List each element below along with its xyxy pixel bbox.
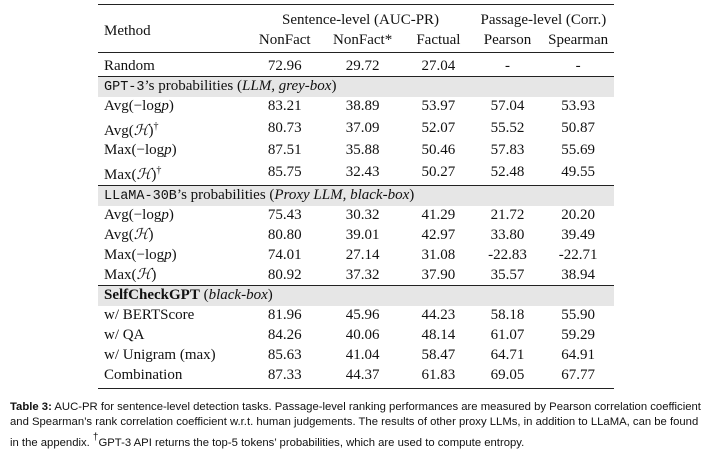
- group-header-row: [98, 76, 614, 97]
- group-model-name: GPT-3: [104, 79, 145, 95]
- col-pearson: Pearson: [483, 32, 532, 49]
- group-title-setting: black-box: [208, 287, 268, 304]
- method-header: [98, 5, 248, 53]
- table-cell: -: [575, 57, 581, 74]
- table-cell: 69.05: [490, 366, 525, 383]
- table-cell: 35.57: [490, 266, 525, 283]
- table-cell: 31.08: [421, 247, 456, 263]
- method-close: ): [148, 122, 154, 139]
- table-cell: 64.71: [490, 347, 525, 363]
- group-title-setting: Proxy LLM, black-box: [274, 186, 410, 203]
- table-cell: 61.07: [490, 327, 525, 343]
- table-row: [98, 326, 614, 346]
- table-cell: 38.94: [561, 266, 595, 283]
- method-variable: p: [161, 207, 169, 223]
- group-title-close: ): [409, 186, 415, 203]
- table-cell: 59.29: [561, 327, 595, 343]
- group-title: [98, 185, 614, 206]
- table-cell: 85.63: [267, 347, 302, 363]
- method-variable: ℋ: [133, 227, 149, 243]
- method-name: w/ Unigram (max): [104, 347, 216, 363]
- table-cell: 37.09: [345, 120, 380, 136]
- table-cell: 27.14: [345, 247, 380, 263]
- row-method: [98, 206, 248, 226]
- method-close: ): [151, 266, 157, 283]
- caption-dagger: †: [92, 432, 99, 443]
- table-cell: 39.01: [345, 227, 380, 243]
- table-cell: 55.90: [561, 307, 595, 323]
- table-cell: 84.26: [267, 327, 302, 343]
- table-cell: 48.14: [421, 327, 456, 343]
- table-cell: 45.96: [345, 307, 380, 323]
- table-cell: 44.37: [345, 366, 380, 383]
- method-name: Max(: [104, 166, 137, 183]
- table-cell: 27.04: [421, 57, 456, 74]
- method-name: Max(: [104, 266, 137, 283]
- group-title: [98, 76, 614, 97]
- group-header-row: [98, 185, 614, 206]
- table-row: [98, 366, 614, 389]
- table-cell: 39.49: [561, 227, 595, 243]
- row-method: [98, 346, 248, 366]
- method-name: Max(−log: [104, 247, 165, 263]
- caption-text-1: AUC-PR for sentence-level detection tasks. Passage-level ranking performances are measured by Pearson correlation coefficient and Spearman’s rank correlation coefficient w.r.t. human judgements. The results of other proxy LLMs, in addition to LLaMA, can be found in the appendix.: [10, 401, 701, 449]
- table-row: [98, 346, 614, 366]
- table-row: [98, 141, 614, 161]
- method-name: Avg(: [104, 227, 134, 243]
- table-row-random: [98, 52, 614, 76]
- col-nonfact-star: NonFact*: [333, 32, 393, 49]
- table-cell: 52.07: [421, 120, 456, 136]
- table-cell: 57.04: [490, 98, 525, 114]
- group-model-name: LLaMA-30B: [104, 188, 177, 204]
- row-method: Random: [104, 57, 155, 74]
- sentence-level-header: [248, 5, 472, 31]
- table-cell: 64.91: [561, 347, 595, 363]
- table-cell: 83.21: [267, 98, 302, 114]
- table-cell: 38.89: [345, 98, 380, 114]
- table-caption: [10, 400, 710, 451]
- method-variable: p: [164, 247, 172, 263]
- method-name: Avg(−log: [104, 98, 162, 114]
- row-method: [98, 226, 248, 246]
- passage-level-header: [473, 5, 614, 31]
- row-method: [98, 306, 248, 326]
- table-cell: 41.04: [345, 347, 380, 363]
- table-cell: -22.71: [558, 247, 598, 263]
- method-name: Avg(−log: [104, 207, 162, 223]
- table-cell: 42.97: [421, 227, 456, 243]
- method-close: ): [151, 166, 157, 183]
- dagger-mark: †: [156, 164, 162, 176]
- row-method: [98, 246, 248, 266]
- table-row: [98, 206, 614, 226]
- table-cell: 58.47: [421, 347, 456, 363]
- table-cell: -22.83: [488, 247, 527, 263]
- table-cell: 50.46: [421, 142, 456, 158]
- method-header-label: Method: [104, 22, 151, 39]
- table-cell: 30.32: [345, 207, 380, 223]
- table-cell: 75.43: [267, 207, 302, 223]
- passage-level-label: Passage-level (Corr.): [480, 12, 607, 28]
- table-cell: 40.06: [345, 327, 380, 343]
- table-cell: 72.96: [267, 57, 302, 74]
- dagger-mark: †: [153, 120, 159, 132]
- table-row: [98, 161, 614, 186]
- table-cell: 49.55: [561, 164, 595, 180]
- table-cell: 37.32: [345, 266, 380, 283]
- table-cell: 55.69: [561, 142, 595, 158]
- results-table: [98, 4, 614, 389]
- method-variable: ℋ: [136, 166, 152, 183]
- caption-text-2: GPT-3 API returns the top-5 tokens’ probabilities, which are used to compute entropy.: [98, 437, 525, 449]
- table-row: [98, 117, 614, 141]
- row-method: [98, 97, 248, 117]
- table-cell: 87.51: [267, 142, 302, 158]
- row-method: [98, 161, 248, 186]
- group-title-setting: LLM, grey-box: [242, 77, 332, 94]
- row-method: [98, 366, 248, 389]
- table-cell: 44.23: [421, 307, 456, 323]
- method-close: ): [148, 227, 154, 243]
- group-method-name: SelfCheckGPT: [104, 287, 200, 304]
- table-cell: 55.52: [490, 120, 525, 136]
- table-cell: 32.43: [345, 164, 380, 180]
- caption-label: Table 3:: [10, 401, 52, 413]
- group-title-text: (: [199, 287, 209, 304]
- table-cell: 85.75: [267, 164, 302, 180]
- group-title-text: ’s probabilities (: [144, 77, 243, 94]
- method-name: w/ QA: [104, 327, 145, 343]
- table-cell: 80.92: [267, 266, 302, 283]
- table-cell: 29.72: [345, 57, 380, 74]
- table-cell: 58.18: [490, 307, 525, 323]
- method-close: ): [171, 247, 177, 263]
- col-factual: Factual: [416, 32, 461, 49]
- table-cell: 37.90: [421, 266, 456, 283]
- method-close: ): [171, 142, 177, 158]
- table-row: [98, 226, 614, 246]
- table-cell: 57.83: [490, 142, 525, 158]
- method-name: Avg(: [104, 122, 134, 139]
- row-method: [98, 326, 248, 346]
- row-method: [98, 141, 248, 161]
- table-cell: 41.29: [421, 207, 456, 223]
- table-row: [98, 266, 614, 286]
- method-variable: p: [164, 142, 172, 158]
- method-variable: ℋ: [136, 266, 152, 283]
- method-name: Combination: [104, 366, 183, 383]
- table-cell: 81.96: [267, 307, 302, 323]
- table-cell: 33.80: [490, 227, 525, 243]
- table-cell: 20.20: [561, 207, 595, 223]
- method-variable: ℋ: [133, 122, 149, 139]
- table-row: [98, 97, 614, 117]
- table-cell: 74.01: [267, 247, 302, 263]
- table-cell: 67.77: [561, 366, 595, 383]
- col-spearman: Spearman: [548, 32, 609, 49]
- row-method: [98, 117, 248, 141]
- method-name: Max(−log: [104, 142, 165, 158]
- group-title-close: ): [331, 77, 337, 94]
- table-cell: 50.87: [561, 120, 595, 136]
- table-cell: 50.27: [421, 164, 456, 180]
- method-name: w/ BERTScore: [104, 307, 195, 323]
- row-method: [98, 266, 248, 286]
- table-cell: 87.33: [267, 366, 302, 383]
- table-cell: 61.83: [421, 366, 456, 383]
- group-title-close: ): [267, 287, 273, 304]
- table-cell: 35.88: [345, 142, 380, 158]
- method-close: ): [168, 98, 174, 114]
- table-row: [98, 246, 614, 266]
- table-row: [98, 306, 614, 326]
- table-cell: 53.93: [561, 98, 595, 114]
- method-variable: p: [161, 98, 169, 114]
- method-close: ): [168, 207, 174, 223]
- group-title: [98, 286, 614, 306]
- table-cell: -: [505, 57, 510, 74]
- col-nonfact: NonFact: [258, 32, 311, 49]
- table-cell: 52.48: [490, 164, 525, 180]
- table-cell: 53.97: [421, 98, 456, 114]
- table-cell: 80.73: [267, 120, 302, 136]
- group-header-row: [98, 286, 614, 306]
- sentence-level-label: Sentence-level (AUC-PR): [282, 12, 440, 28]
- table-cell: 21.72: [490, 207, 525, 223]
- group-title-text: ’s probabilities (: [176, 186, 275, 203]
- table-cell: 80.80: [267, 227, 302, 243]
